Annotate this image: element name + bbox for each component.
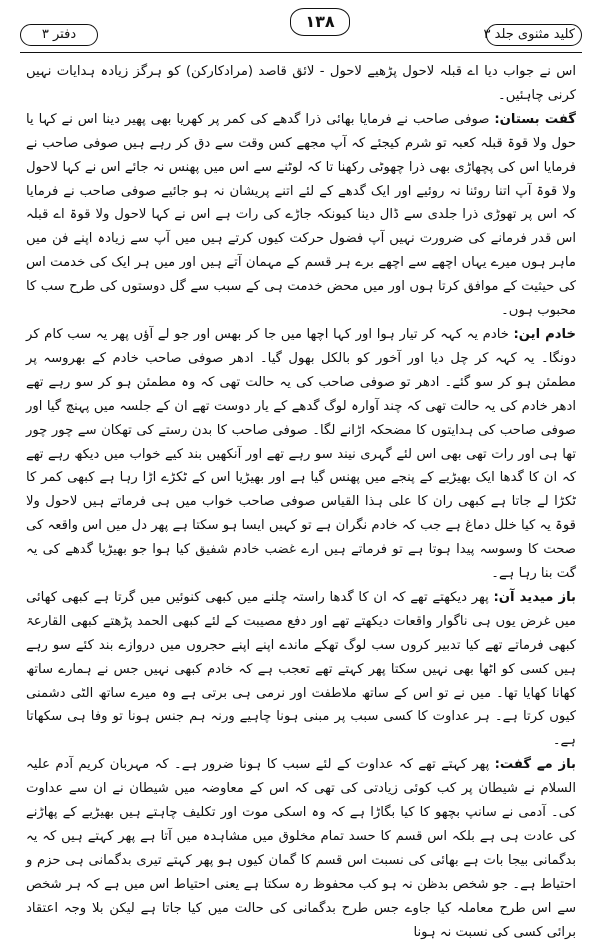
paragraph-lead: باز مے گفت: [494, 757, 576, 773]
paragraph-lead: باز میدید آن: [493, 589, 576, 605]
page-number-box [290, 8, 350, 36]
book-title-box [483, 24, 582, 46]
paragraph-text: پھر کہتے تھے کہ عداوت کے لئے سبب کا ہونا ضرور ہے۔ کہ مہربان کریم آدم علیہ السلام نے شیطان پر کب کوئی زیادتی کی تھی کہ اس کے معاوضہ میں شیطان نے ان سے عداوت کی۔ آدمی نے سانپ بچھو کا کیا بگاڑا ہے کہ وہ اسکی موت اور تکلیف چاہتے ہیں بھیڑیے کے پھاڑنے کی عادت ہی ہے بلکہ اس قسم کا حسد تمام مخلوق میں مشاہدہ میں آتا ہے پھر کہتے ہیں کہ یہ بدگمانی بیجا بات ہے بھائی کی نسبت اس قسم کا گمان کیوں ہو پھر کہتے تیری بدگمانی ہی حزم و احتیاط ہے۔ جو شخص بدظن نہ ہو کب محفوظ رہ سکتا ہے یعنی احتیاط اس میں ہے کہ ہر شخص سے اس طرح معاملہ کیا جاوے جس طرح بدگمانی کی حالت میں کیا جاتا ہے لیکن بلا وجہ اعتقاد برائی کسی کی نسبت نہ ہونا [26, 757, 576, 940]
header-rule [20, 52, 582, 53]
paragraph-4 [26, 586, 576, 753]
page-body [26, 60, 576, 940]
paragraph-5 [26, 753, 576, 944]
paragraph-text: خادم یہ کہہ کر تیار ہوا اور کہا اچھا میں جا کر بھس اور جو لے آؤں پھر یہ سب کام کر دونگا۔ یہ کہہ کر چل دیا اور آخور کو بالکل بھول گیا۔ ادھر صوفی صاحب خادم کے بھروسہ پر مطمئن ہو کر سو گئے۔ ادھر تو صوفی صاحب کی یہ حالت تھی کہ وہ مطمئن ہو کر سو رہے تھے ادھر خادم کی یہ حالت تھی کہ چند آوارہ لوگ گدھے کے یار دوست تھے ان کے جلسہ میں پہنچ گیا اور صوفی صاحب کی ہدایتوں کا مضحکہ اڑانے لگا۔ صوفی صاحب کا بدن رستے کی تھکان سے چور چور تھا ہی اور رات تھی بھی اس لئے گہری نیند سو رہے تھے اور آنکھیں بند کیے خواب میں دیکھ رہے تھے کہ ان کا گدھا ایک بھیڑیے کے پنجے میں پھنس گیا ہے اور بھیڑیا اس کے ٹکڑے اڑا رہا ہے کبھی کمر کا ٹکڑا لے جاتا ہے کبھی ران کا علی ہذا القیاس صوفی صاحب خواب میں ہی فرماتے ہیں لاحول ولا قوۃ یہ کیا خلل دماغ ہے جب کہ خادم نگران ہے تو کہیں ایسا ہو سکتا ہے پھر دل میں اس واقعہ کی صحت کا وسوسہ پیدا ہوتا ہے تو فرماتے ہیں ارے غضب خادم شفیق کیا ہوا جو بھیڑیا گدھے کی یہ گت بنا رہا ہے۔ [26, 326, 576, 582]
paragraph-1 [26, 60, 576, 108]
paragraph-text: پھر دیکھتے تھے کہ ان کا گدھا راستہ چلنے میں کبھی کنوئیں میں گرتا ہے کبھی کھائی میں غرض یوں ہی ناگوار واقعات دیکھتے تھے اور دفع مصیبت کے لئے کبھی الحمد پڑھتے کبھی القارعۃ کبھی فرماتے تھے کیا تدبیر کروں سب لوگ تھکے ماندے اپنے اپنے حجروں میں دروازے بند کئے سو رہے ہیں کسی کو اٹھا بھی نہیں سکتا پھر کہتے تھے تعجب ہے کہ خادم کبھی نہیں جس نے ہمارے ساتھ کھانا کھایا تھا۔ میں نے تو اس کے ساتھ ملاطفت اور نرمی ہی برتی ہے وہ میرے ساتھ الٹی دشمنی کیوں کرتا ہے۔ ہر عداوت کا کسی سبب پر مبنی ہونا چاہیے ورنہ ہم جنس ہونا تو وفا ہی سکھاتا ہے۔ [26, 589, 576, 749]
section-label: دفتر ۳ [41, 27, 77, 42]
paragraph-3 [26, 323, 576, 586]
page-number: ۱۳۸ [305, 12, 335, 31]
page-header [20, 6, 582, 50]
paragraph-lead: گفت بستان: [494, 111, 576, 127]
paragraph-2 [26, 108, 576, 323]
section-box [20, 24, 98, 46]
paragraph-text: اس نے جواب دیا اے قبلہ لاحول پڑھیے لاحول - لائق قاصد (مرادکارکن) کو ہرگز زیادہ ہدایات نہیں کرنی چاہئیں۔ [26, 64, 576, 103]
paragraph-text: صوفی صاحب نے فرمایا بھائی ذرا گدھے کی کمر پر کھریا بھی پھیر دینا اس نے کہا یا حول ولا قوۃ قبلہ کعبہ تو شرم کیجئے کہ آپ مجھے کس وقت سے دق کر رہے ہیں صوفی صاحب نے فرمایا اس کی پچھاڑی بھی ذرا چھوٹی رکھنا تا کہ لوٹنے سے اس میں پھنس نہ جائے اس نے کہا لاحول ولا قوۃ آپ اتنا روئنا نہ روئیے اور ایک گدھے کے لئے اتنے پریشان نہ ہو جائیے صوفی صاحب نے فرمایا کہ اس پر تھوڑی ذرا جلدی سے ڈال دینا کیونکہ جاڑے کی رات ہے اس نے کہا لاحول ولا قوۃ اے قبلہ اس قدر فرمانے کی ضرورت نہیں آپ فضول حرکت کیوں کرتے ہیں میں آپ سے زیادہ اپنے فن میں ماہر ہوں میرے یہاں اچھے سے اچھے برے ہر قسم کے مہمان آتے ہیں اور میں ہر ایک کی خدمت اس کی حیثیت کے موافق کرتا ہوں اور میں محض خدمت ہی کے سبب سے گل دوستوں کی طرح سب کا محبوب ہوں۔ [26, 111, 576, 319]
paragraph-lead: خادم این: [513, 326, 576, 342]
book-title: کلید مثنوی جلد ۳ [483, 27, 575, 42]
